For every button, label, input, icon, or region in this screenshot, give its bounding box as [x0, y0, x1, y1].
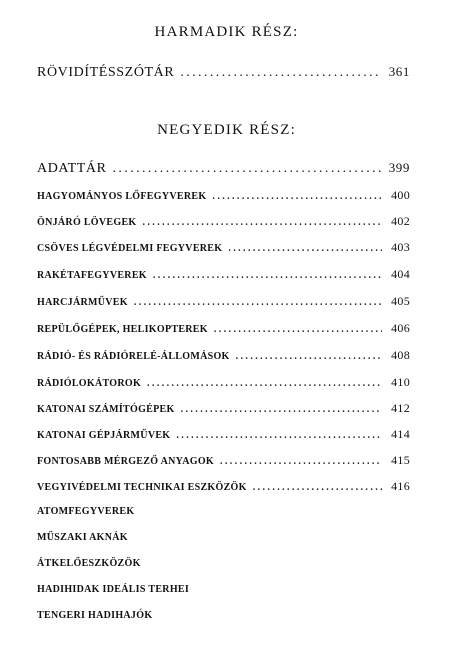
toc-entry-page: 416 [391, 479, 410, 493]
toc-entry-rovidites [37, 64, 410, 81]
toc-entry-label: CSÖVES LÉGVÉDELMI FEGYVEREK [37, 243, 223, 254]
toc-entry-label: KATONAI SZÁMÍTÓGÉPEK [37, 404, 175, 415]
toc-entry [37, 348, 410, 363]
dot-leader [214, 324, 382, 335]
toc-entry-page: 415 [391, 453, 410, 467]
toc-entry-label: MŰSZAKI AKNÁK [37, 532, 128, 543]
toc-entry-no-page [37, 584, 410, 595]
part-title-negyedik: NEGYEDIK RÉSZ: [157, 122, 296, 138]
dot-leader [176, 430, 382, 441]
toc-entry [37, 453, 410, 468]
toc-entry-label: RÁDIÓ- ÉS RÁDIÓRELÉ-ÁLLOMÁSOK [37, 351, 230, 362]
toc-entry-no-page [37, 506, 410, 517]
dot-leader [181, 404, 382, 415]
dot-leader [220, 456, 382, 467]
toc-entry-label: HARCJÁRMŰVEK [37, 297, 128, 308]
toc-entry [37, 479, 410, 494]
toc-entry-page: 406 [391, 321, 410, 335]
toc-entry-label: REPÜLŐGÉPEK, HELIKOPTEREK [37, 324, 208, 335]
toc-entry [37, 401, 410, 416]
toc-entry-page: 399 [388, 160, 410, 175]
toc-entry-page: 410 [391, 375, 410, 389]
toc-entry-label: ÁTKELŐESZKÖZÖK [37, 558, 141, 569]
toc-entry-page: 408 [391, 348, 410, 362]
toc-entry-label: RÖVIDÍTÉSSZÓTÁR [37, 65, 175, 80]
dot-leader [236, 351, 382, 362]
toc-entry [37, 427, 410, 442]
toc-entry-label: ADATTÁR [37, 161, 107, 176]
toc-entry-page: 403 [391, 240, 410, 254]
toc-entry [37, 188, 410, 203]
dot-leader [253, 482, 382, 493]
toc-entry-label: RÁDIÓLOKÁTOROK [37, 378, 142, 389]
toc-entry [37, 321, 410, 336]
toc-entry-no-page [37, 558, 410, 569]
toc-entry-adattar [37, 160, 410, 177]
dot-leader [212, 191, 382, 202]
dot-leader [143, 217, 383, 228]
toc-entry-label: HADIHIDAK IDEÁLIS TERHEI [37, 584, 190, 595]
toc-entry-page: 402 [391, 214, 410, 228]
toc-entry-label: FONTOSABB MÉRGEZŐ ANYAGOK [37, 456, 214, 467]
toc-entry-no-page [37, 532, 410, 543]
toc-entry [37, 294, 410, 309]
dot-leader [134, 297, 382, 308]
toc-entry-label: KATONAI GÉPJÁRMŰVEK [37, 430, 171, 441]
toc-entry-label: TENGERI HADIHAJÓK [37, 610, 153, 621]
toc-entry [37, 214, 410, 229]
toc-entry-page: 400 [391, 188, 410, 202]
toc-entry-page: 412 [391, 401, 410, 415]
toc-entry-page: 404 [391, 267, 410, 281]
dot-leader [180, 65, 382, 81]
toc-entry [37, 240, 410, 255]
toc-entry-page: 414 [391, 427, 410, 441]
toc-entry-label: ATOMFEGYVEREK [37, 506, 135, 517]
dot-leader [147, 378, 382, 389]
toc-entry-page: 361 [388, 64, 410, 79]
dot-leader [228, 243, 382, 254]
toc-entry-label: RAKÉTAFEGYVEREK [37, 270, 147, 281]
toc-entry [37, 375, 410, 390]
dot-leader [113, 161, 382, 177]
toc-entry-page: 405 [391, 294, 410, 308]
toc-entry-label: VEGYIVÉDELMI TECHNIKAI ESZKÖZÖK [37, 482, 247, 493]
part-title-harmadik: HARMADIK RÉSZ: [154, 24, 299, 40]
dot-leader [153, 270, 382, 281]
toc-entry-label: ÖNJÁRÓ LÖVEGEK [37, 217, 137, 228]
toc-entry-label: HAGYOMÁNYOS LŐFEGYVEREK [37, 191, 207, 202]
toc-entry-no-page [37, 610, 410, 621]
toc-entry [37, 267, 410, 282]
